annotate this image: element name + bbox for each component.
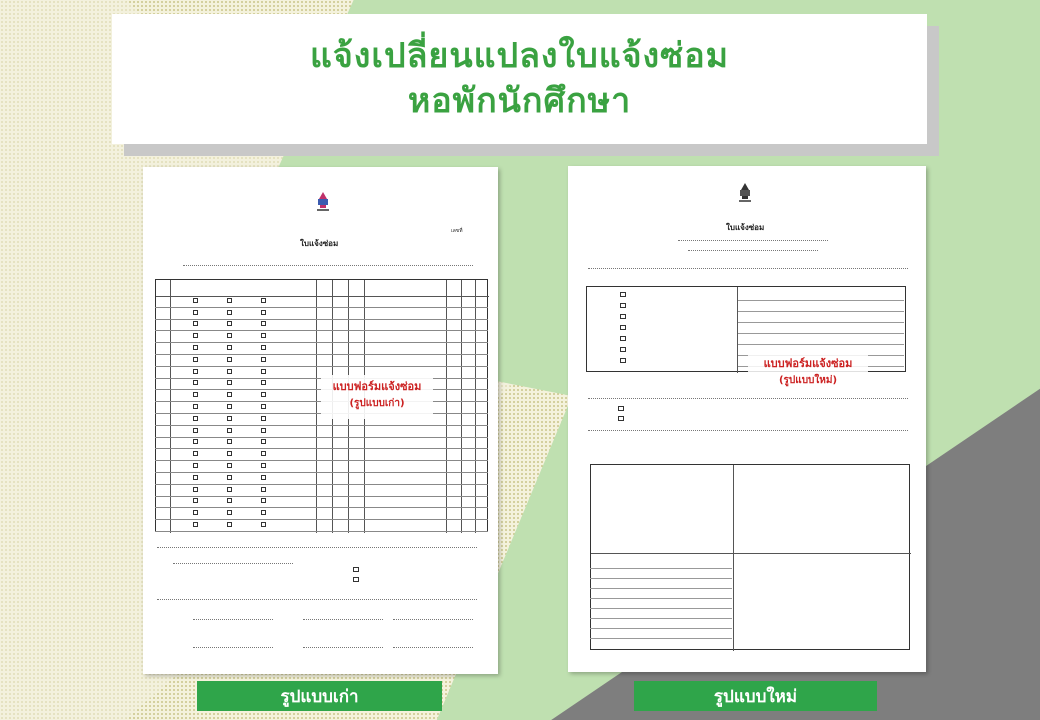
grid-divider	[733, 465, 734, 651]
old-table-checkbox	[227, 369, 232, 374]
old-table-row-rule	[155, 307, 488, 308]
old-table-checkbox	[261, 369, 266, 374]
table-header-rule	[156, 296, 489, 297]
old-form-number-label: เลขที่	[451, 228, 463, 234]
old-table-checkbox	[227, 451, 232, 456]
new-form-overlay	[748, 352, 868, 396]
new-checklist-rule	[738, 300, 904, 301]
old-form-sign-line	[173, 563, 293, 564]
old-table-row-rule	[155, 425, 488, 426]
old-table-checkbox	[261, 416, 266, 421]
new-form-divider	[588, 430, 908, 431]
new-form-bottom-grid	[590, 464, 910, 650]
old-table-row-rule	[155, 342, 488, 343]
old-form-checkbox	[353, 577, 359, 582]
old-table-row-rule	[155, 496, 488, 497]
old-table-checkbox	[193, 357, 198, 362]
old-form-name-line	[183, 265, 473, 266]
old-table-checkbox	[261, 333, 266, 338]
old-table-checkbox	[227, 392, 232, 397]
old-overlay-line-1: แบบฟอร์มแจ้งซ่อม	[332, 380, 422, 393]
old-table-checkbox	[193, 404, 198, 409]
new-form-caption: รูปแบบใหม่	[634, 681, 877, 711]
old-table-checkbox	[227, 463, 232, 468]
old-table-checkbox	[193, 298, 198, 303]
old-form-checkbox	[353, 567, 359, 572]
old-table-row-rule	[155, 519, 488, 520]
old-table-checkbox	[193, 380, 198, 385]
old-table-row-rule	[155, 319, 488, 320]
old-table-checkbox	[227, 510, 232, 515]
old-table-checkbox	[193, 369, 198, 374]
old-table-row-rule	[155, 448, 488, 449]
old-table-checkbox	[261, 345, 266, 350]
new-form-header-line	[688, 250, 818, 251]
old-table-checkbox	[261, 522, 266, 527]
old-table-checkbox	[193, 487, 198, 492]
new-bottom-rule	[590, 628, 732, 629]
new-checklist-checkbox	[620, 292, 626, 297]
old-table-checkbox	[261, 510, 266, 515]
old-table-checkbox	[261, 428, 266, 433]
new-checklist-checkbox	[620, 336, 626, 341]
new-form-image	[568, 166, 926, 672]
old-table-checkbox	[227, 310, 232, 315]
new-form-checkbox	[618, 416, 624, 421]
old-table-checkbox	[193, 310, 198, 315]
old-table-checkbox	[227, 357, 232, 362]
new-form-divider	[588, 398, 908, 399]
new-bottom-rule	[590, 608, 732, 609]
old-table-checkbox	[227, 321, 232, 326]
old-table-checkbox	[227, 522, 232, 527]
old-table-row-rule	[155, 437, 488, 438]
old-table-row-rule	[155, 531, 488, 532]
old-table-checkbox	[227, 487, 232, 492]
new-checklist-checkbox	[620, 358, 626, 363]
old-form-note-line	[157, 547, 477, 548]
old-table-row-rule	[155, 472, 488, 473]
old-table-checkbox	[261, 310, 266, 315]
old-table-checkbox	[193, 428, 198, 433]
old-table-row-rule	[155, 460, 488, 461]
old-form-sign-line	[193, 647, 273, 648]
new-overlay-line-2: (รูปแบบใหม่)	[778, 374, 838, 386]
old-table-checkbox	[193, 522, 198, 527]
old-table-checkbox	[193, 392, 198, 397]
old-form-title: ใบแจ้งซ่อม	[300, 239, 339, 248]
new-bottom-rule	[590, 638, 732, 639]
old-table-checkbox	[193, 321, 198, 326]
old-form-sign-line	[193, 619, 273, 620]
new-overlay-line-1: แบบฟอร์มแจ้งซ่อม	[763, 357, 853, 370]
old-table-checkbox	[227, 498, 232, 503]
grid-divider	[591, 553, 911, 554]
old-table-checkbox	[227, 439, 232, 444]
old-form-sign-line	[393, 619, 473, 620]
old-table-checkbox	[193, 439, 198, 444]
old-table-row-rule	[155, 484, 488, 485]
old-table-checkbox	[261, 475, 266, 480]
old-table-checkbox	[227, 298, 232, 303]
old-table-checkbox	[193, 463, 198, 468]
old-table-row-rule	[155, 507, 488, 508]
university-logo-icon	[316, 191, 330, 213]
old-table-checkbox	[193, 333, 198, 338]
old-table-checkbox	[193, 416, 198, 421]
old-table-checkbox	[227, 345, 232, 350]
new-checklist-rule	[738, 344, 904, 345]
old-table-checkbox	[193, 475, 198, 480]
old-form-sign-line	[303, 619, 383, 620]
new-bottom-rule	[590, 618, 732, 619]
old-table-checkbox	[261, 498, 266, 503]
old-table-checkbox	[227, 333, 232, 338]
old-table-row-rule	[155, 366, 488, 367]
new-checklist-checkbox	[620, 325, 626, 330]
old-form-divider	[157, 599, 477, 600]
new-form-name-line	[588, 268, 908, 269]
new-checklist-rule	[738, 322, 904, 323]
old-form-caption: รูปแบบเก่า	[197, 681, 442, 711]
old-table-row-rule	[155, 354, 488, 355]
new-form-checkbox	[618, 406, 624, 411]
old-form-sign-line	[393, 647, 473, 648]
new-bottom-rule	[590, 578, 732, 579]
old-table-checkbox	[227, 416, 232, 421]
old-table-row-rule	[155, 330, 488, 331]
old-form-image	[143, 167, 498, 674]
new-checklist-checkbox	[620, 314, 626, 319]
old-table-checkbox	[193, 345, 198, 350]
old-table-checkbox	[261, 380, 266, 385]
new-form-header-line	[678, 240, 828, 241]
new-bottom-rule	[590, 598, 732, 599]
old-table-checkbox	[227, 404, 232, 409]
old-table-checkbox	[227, 428, 232, 433]
title-line-2: หอพักนักศึกษา	[407, 81, 632, 121]
new-checklist-checkbox	[620, 347, 626, 352]
title-banner	[112, 14, 927, 144]
old-table-checkbox	[261, 439, 266, 444]
new-checklist-rule	[738, 333, 904, 334]
old-table-checkbox	[193, 498, 198, 503]
old-overlay-line-2: (รูปแบบเก่า)	[349, 397, 405, 409]
title-line-1: แจ้งเปลี่ยนแปลงใบแจ้งซ่อม	[309, 35, 730, 76]
new-checklist-rule	[738, 311, 904, 312]
new-bottom-rule	[590, 568, 732, 569]
old-table-checkbox	[261, 451, 266, 456]
new-checklist-checkbox	[620, 303, 626, 308]
old-table-checkbox	[227, 380, 232, 385]
old-table-checkbox	[261, 392, 266, 397]
old-table-checkbox	[261, 321, 266, 326]
old-table-checkbox	[261, 357, 266, 362]
old-table-checkbox	[261, 487, 266, 492]
new-form-title: ใบแจ้งซ่อม	[726, 223, 765, 232]
old-table-checkbox	[193, 510, 198, 515]
old-table-checkbox	[261, 463, 266, 468]
old-form-overlay	[321, 375, 433, 419]
old-table-checkbox	[261, 404, 266, 409]
university-logo-icon	[738, 182, 752, 204]
new-bottom-rule	[590, 588, 732, 589]
old-table-checkbox	[227, 475, 232, 480]
old-table-checkbox	[261, 298, 266, 303]
old-table-checkbox	[193, 451, 198, 456]
old-form-sign-line	[303, 647, 383, 648]
